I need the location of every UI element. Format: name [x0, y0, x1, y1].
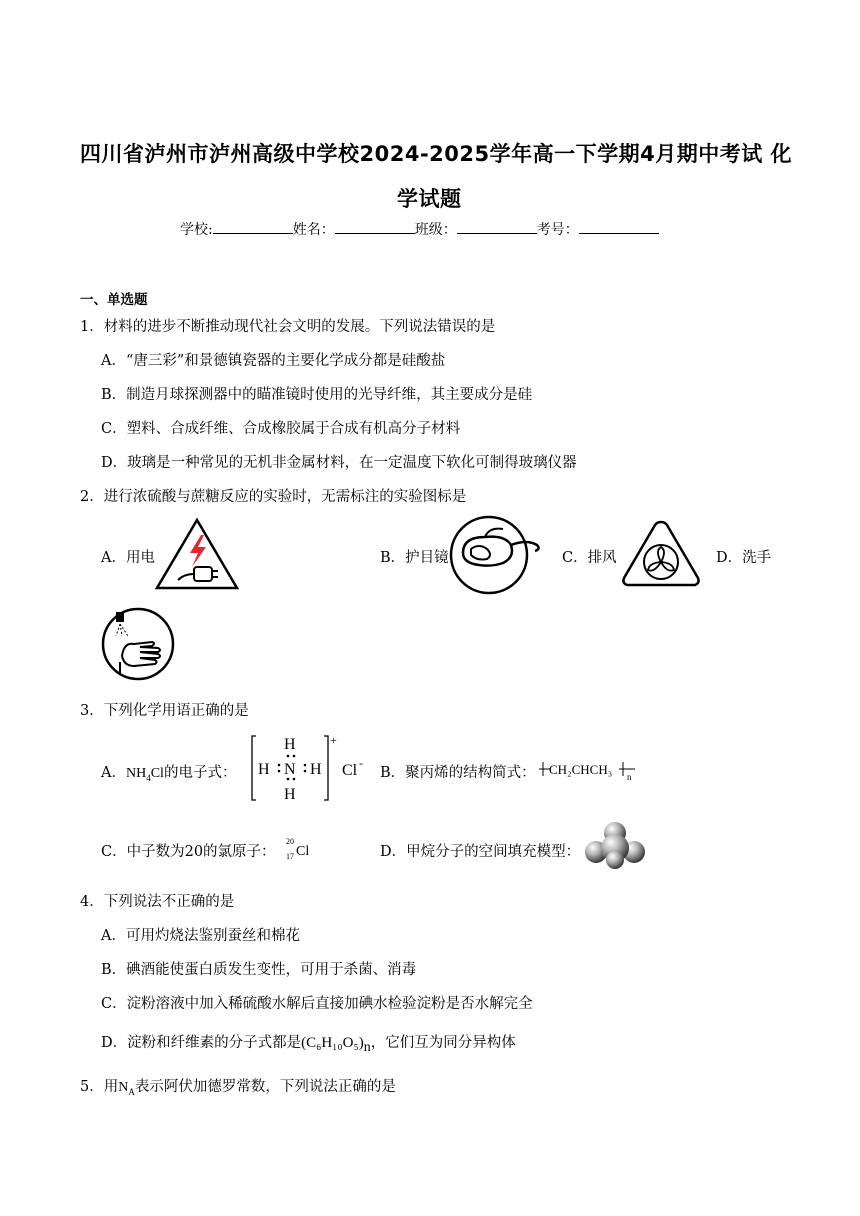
- ventilation-fan-icon: [621, 519, 701, 589]
- q5-prefix: 5．用: [80, 1079, 119, 1095]
- element-symbol: Cl: [296, 844, 310, 859]
- q1-option-c: C．塑料、合成纤维、合成橡胶属于合成有机高分子材料: [101, 421, 461, 437]
- chloride-symbol: Cl: [342, 762, 358, 779]
- electricity-warning-icon: [154, 517, 240, 591]
- q3-option-c: [101, 840, 276, 861]
- q1-stem: 1．材料的进步不断推动现代社会文明的发展。下列说法错误的是: [80, 319, 496, 335]
- anion-charge: -: [359, 756, 363, 770]
- goggles-icon: [449, 515, 545, 595]
- exam-no-label: 考号：: [536, 222, 579, 238]
- school-label: 学校:: [180, 222, 213, 238]
- q2-option-c: C．排风: [562, 550, 617, 566]
- name-label: 姓名：: [292, 222, 335, 238]
- mass-number: 20: [286, 837, 294, 846]
- right-h: H: [310, 761, 322, 778]
- q3-a-suffix: 的电子式：: [163, 765, 237, 781]
- q1-option-d: D．玻璃是一种常见的无机非金属材料，在一定温度下软化可制得玻璃仪器: [101, 455, 577, 471]
- q4-option-d: [101, 1031, 516, 1056]
- q3-option-a: [101, 761, 236, 783]
- doc-title-line1: 四川省泸州市泸州高级中学校2024-2025学年高一下学期4月期中考试 化: [80, 142, 793, 166]
- q4-d-n: n: [363, 1039, 371, 1055]
- top-h: H: [284, 736, 296, 753]
- q3-a-prefix: A．: [101, 765, 126, 781]
- student-info-line: [180, 219, 659, 239]
- class-blank[interactable]: [457, 220, 537, 234]
- q4-option-c: C．淀粉溶液中加入稀硫酸水解后直接加碘水检验淀粉是否水解完全: [101, 996, 533, 1012]
- doc-title-line2: 学试题: [397, 187, 462, 211]
- q4-option-a: A．可用灼烧法鉴别蚕丝和棉花: [101, 928, 300, 944]
- q4-stem: 4．下列说法不正确的是: [80, 894, 235, 910]
- q1-option-b: B．制造月球探测器中的瞄准镜时使用的光导纤维，其主要成分是硅: [101, 387, 533, 403]
- ammonium-chloride-electron-dot-structure: [248, 732, 374, 804]
- q5-stem: [80, 1075, 396, 1097]
- q4-d-formula: (C₆H₁₀O₅): [301, 1035, 364, 1051]
- q3-option-d: D．甲烷分子的空间填充模型：: [380, 844, 581, 860]
- exam-no-blank[interactable]: [579, 220, 659, 234]
- q4-d-prefix: D．淀粉和纤维素的分子式都是: [101, 1035, 302, 1051]
- name-blank[interactable]: [335, 220, 415, 234]
- cation-charge: +: [330, 733, 337, 747]
- q2-option-a: A．用电: [101, 550, 155, 566]
- q4-option-b: B．碘酒能使蛋白质发生变性，可用于杀菌、消毒: [101, 962, 417, 978]
- school-blank[interactable]: [213, 220, 293, 234]
- section-heading: 一、单选题: [80, 292, 148, 308]
- q3-c-prefix: C．中子数为20的氯原子：: [101, 844, 276, 860]
- q5-na-symbol: $N_A$: [118, 1080, 135, 1097]
- center-n: N: [284, 761, 296, 778]
- methane-space-filling-model: [584, 820, 646, 870]
- q1-option-a: A．“唐三彩”和景德镇瓷器的主要化学成分都是硅酸盐: [101, 353, 446, 369]
- q4-d-suffix: ，它们互为同分异构体: [370, 1035, 516, 1051]
- chlorine-isotope-notation: [284, 834, 320, 862]
- atomic-number: 17: [286, 852, 294, 861]
- q2-stem: 2．进行浓硫酸与蔗糖反应的实验时，无需标注的实验图标是: [80, 489, 467, 505]
- left-h: H: [258, 761, 270, 778]
- polypropylene-structure: [537, 757, 647, 783]
- q2-option-b: B．护目镜: [380, 550, 449, 566]
- q3-stem: 3．下列化学用语正确的是: [80, 703, 249, 719]
- q2-option-d: D．洗手: [716, 550, 772, 566]
- q3-option-b: [380, 761, 536, 782]
- polypropylene-unit: CH₂CHCH₃: [549, 762, 613, 777]
- class-label: 班级：: [414, 222, 457, 238]
- q3-b-prefix: B．聚丙烯的结构简式：: [380, 765, 536, 781]
- q5-suffix: 表示阿伏加德罗常数，下列说法正确的是: [134, 1079, 396, 1095]
- q3-a-formula: $NH_4Cl$: [125, 766, 164, 783]
- polymer-n: n: [627, 772, 632, 782]
- bottom-h: H: [284, 786, 296, 803]
- hand-washing-icon: [100, 606, 176, 682]
